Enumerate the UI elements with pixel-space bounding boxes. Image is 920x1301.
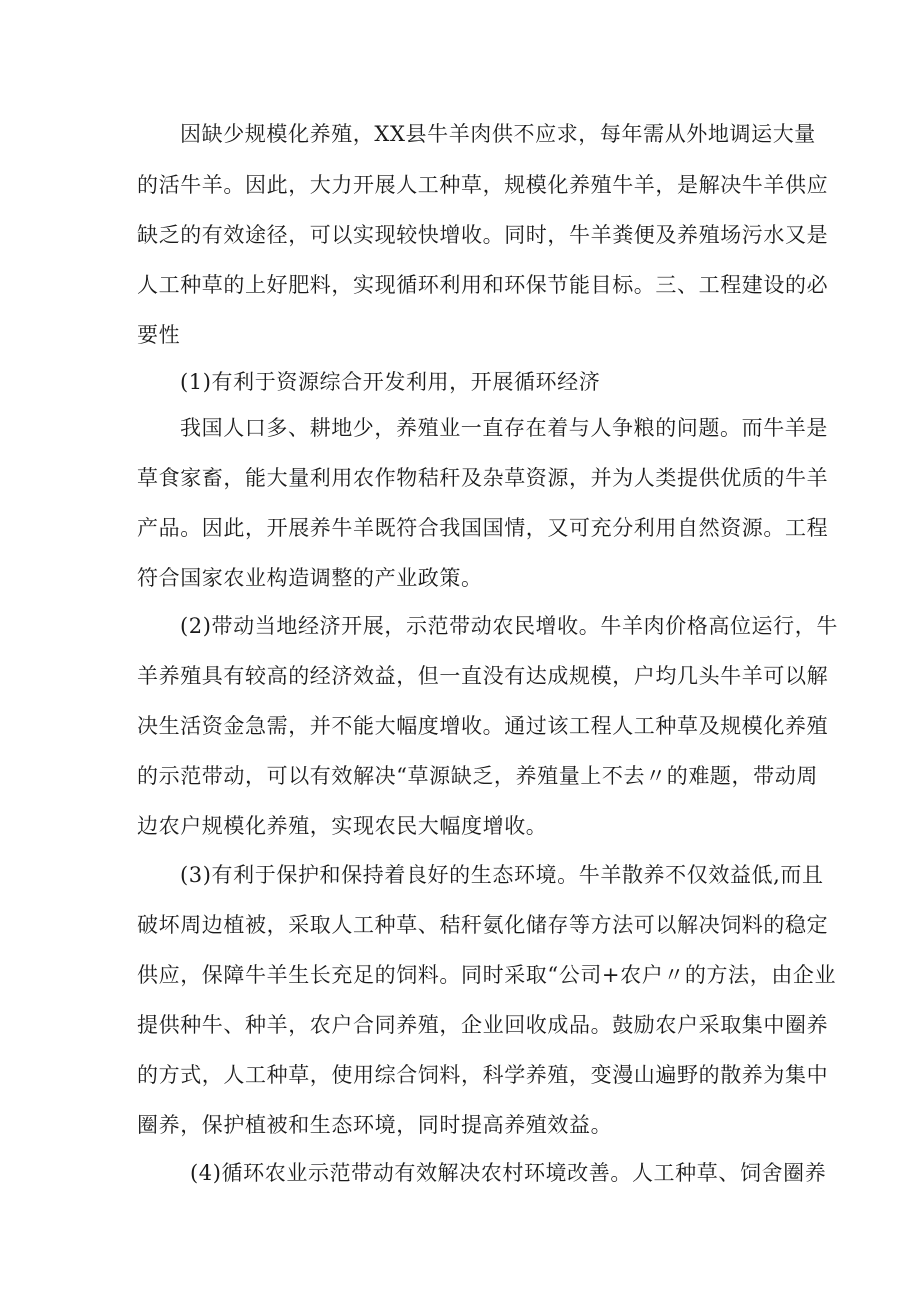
paragraph-line: 人工种草的上好肥料，实现循环利用和环保节能目标。三、工程建设的必 — [137, 273, 829, 297]
paragraph-line: 符合国家农业构造调整的产业政策。 — [137, 566, 483, 590]
paragraph-line: 破坏周边植被，采取人工种草、秸秆氨化储存等方法可以解决饲料的稳定 — [137, 913, 829, 937]
section-item-3: (3)有利于保护和保持着良好的生态环境。牛羊散养不仅效益低,而且 — [180, 863, 824, 887]
paragraph-line: 供应，保障牛羊生长充足的饲料。同时采取“公司+农户〃的方法，由企业 — [137, 963, 837, 987]
paragraph-line: 提供种牛、种羊，农户合同养殖，企业回收成品。鼓励农户采取集中圈养 — [137, 1013, 829, 1037]
section-item-2: (2)带动当地经济开展，示范带动农民增收。牛羊肉价格高位运行，牛 — [180, 614, 838, 638]
paragraph-line: 决生活资金急需，并不能大幅度增收。通过该工程人工种草及规模化养殖 — [137, 714, 829, 738]
paragraph-line: 缺乏的有效途径，可以实现较快增收。同时，牛羊粪便及养殖场污水又是 — [137, 223, 829, 247]
paragraph-line: 要性 — [137, 323, 181, 347]
paragraph-line: 因缺少规模化养殖，XX县牛羊肉供不应求，每年需从外地调运大量 — [180, 122, 816, 146]
paragraph-line: 产品。因此，开展养牛羊既符合我国国情，又可充分利用自然资源。工程 — [137, 516, 829, 540]
paragraph-line: 边农户规模化养殖，实现农民大幅度增收。 — [137, 814, 548, 838]
paragraph-line: 草食家畜，能大量利用农作物秸秆及杂草资源，并为人类提供优质的牛羊 — [137, 466, 829, 490]
paragraph-line: 我国人口多、耕地少，养殖业一直存在着与人争粮的问题。而牛羊是 — [180, 416, 828, 440]
paragraph-line: 羊养殖具有较高的经济效益，但一直没有达成规模，户均几头牛羊可以解 — [137, 664, 829, 688]
section-heading-1: (1)有利于资源综合开发利用，开展循环经济 — [180, 370, 601, 394]
paragraph-line: 的方式，人工种草，使用综合饲料，科学养殖，变漫山遍野的散养为集中 — [137, 1063, 829, 1087]
paragraph-line: 的示范带动，可以有效解决“草源缺乏，养殖量上不去〃的难题，带动周 — [137, 764, 818, 788]
paragraph-line: 圈养，保护植被和生态环境，同时提高养殖效益。 — [137, 1113, 613, 1137]
paragraph-line: 的活牛羊。因此，大力开展人工种草，规模化养殖牛羊，是解决牛羊供应 — [137, 173, 829, 197]
section-item-4: (4)循环农业示范带动有效解决农村环境改善。人工种草、饲舍圈养 — [190, 1161, 827, 1185]
